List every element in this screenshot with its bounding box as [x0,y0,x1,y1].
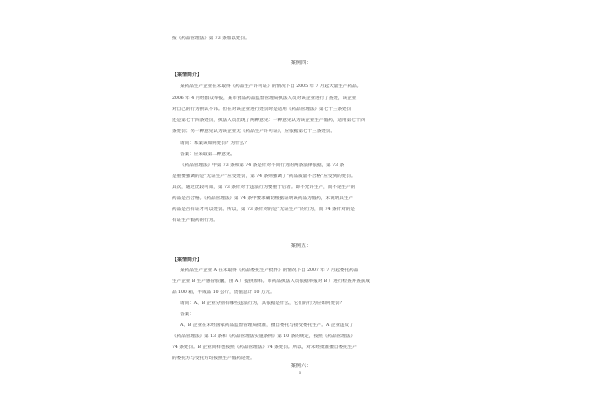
section-label: 【案情简介】 [172,257,203,263]
text-line: 某药品生产企业在未取得《药品生产许可证》的情况下自 2005 年 7 月起大量生产药品。 [180,84,362,89]
text-line: 《药品管理法》中第 73 条和第 74 条是针对不同行为的两条法律依据，第 73 条 [180,163,345,168]
text-line: 2006 年 4 月经群众举报，某市食品药品监督管理局执法人员对该企业进行了查处，该企业 [172,96,357,101]
text-line: 其次，通过比较可知，第 73 条针对于违法行为要重于后者。即不允许生产，而不论生产的 [172,185,356,190]
text-line: 还是第七十四条处罚，执法人员出现了两种意见：一种意见认为该企业生产假药，适用第七十四 [172,118,365,123]
text-line: 有证生产假药的行为。 [172,218,218,223]
text-line: 按《药品管理法》第 73 条加以处罚。 [172,36,250,41]
text-line: 是重要强调的是“无证生产”应受处罚，第 74 条则强调了“药品质量不合格”应受到的处罚。 [172,174,356,179]
text-line: 《药品管理法》第 13 条和《药品管理法实施条例》第 10 条的规定，按照《药品管理法》 [172,334,355,339]
text-line: 条处罚；另一种意见认为该企业无《药品生产许可证》，应依据第七十三条处罚。 [172,129,336,134]
text-line: 的委托方与受托方均按照生产假药论处。 [172,356,255,361]
answer-line: 答案：应采取第二种意见。 [180,152,236,157]
text-line: 生产企业 B 生产感冒胶囊，由 A 厂提供原料。市药品执法人员依据举报对 B 厂进行检查并查获成 [172,279,370,284]
text-line: 对自己的行为供认不讳。但在对该企业进行处罚时是适用《药品管理法》第七十三条处罚 [172,107,352,112]
case-heading: 案例五： [290,243,312,249]
text-line: 74 条处罚。B 企业同样也按照《药品管理法》74 条处罚。所以，对未经批准擅自委托生产 [172,345,357,350]
answer-line: 答案： [180,312,194,317]
text-line: 药品是否有证才可以处罚。所以，第 73 条针对的是“无证生产”的行为，而 74 条针对的是 [172,207,356,212]
question-line: 请问：本案该如何处罚？为什么？ [180,141,249,146]
case-heading: 案例四： [290,60,312,66]
text-line: 某药品生产企业 A 在未取得《药品委托生产批件》的情况下自 2007 年 7 月起委托药品 [180,268,359,273]
text-line: A、B 企业在未经国家药品监督管理局批准，擅自委托与接受委托生产。A 企业违反了 [180,323,354,328]
page-number: 5 [298,370,302,375]
text-line: 品 100 箱，半成品 10 公斤，货值总计 10 万元。 [172,290,275,295]
case-heading: 案例六： [290,363,312,369]
question-line: 请问：A、B 企业分别有哪些违法行为，其依据是什么，它们的行为应如何处罚？ [180,301,345,306]
section-label: 【案情简介】 [172,72,203,78]
text-line: 药品是否合格。《药品管理法》第 74 条中要求确切根据证明该药品为假药，未说明其生产 [172,196,354,201]
